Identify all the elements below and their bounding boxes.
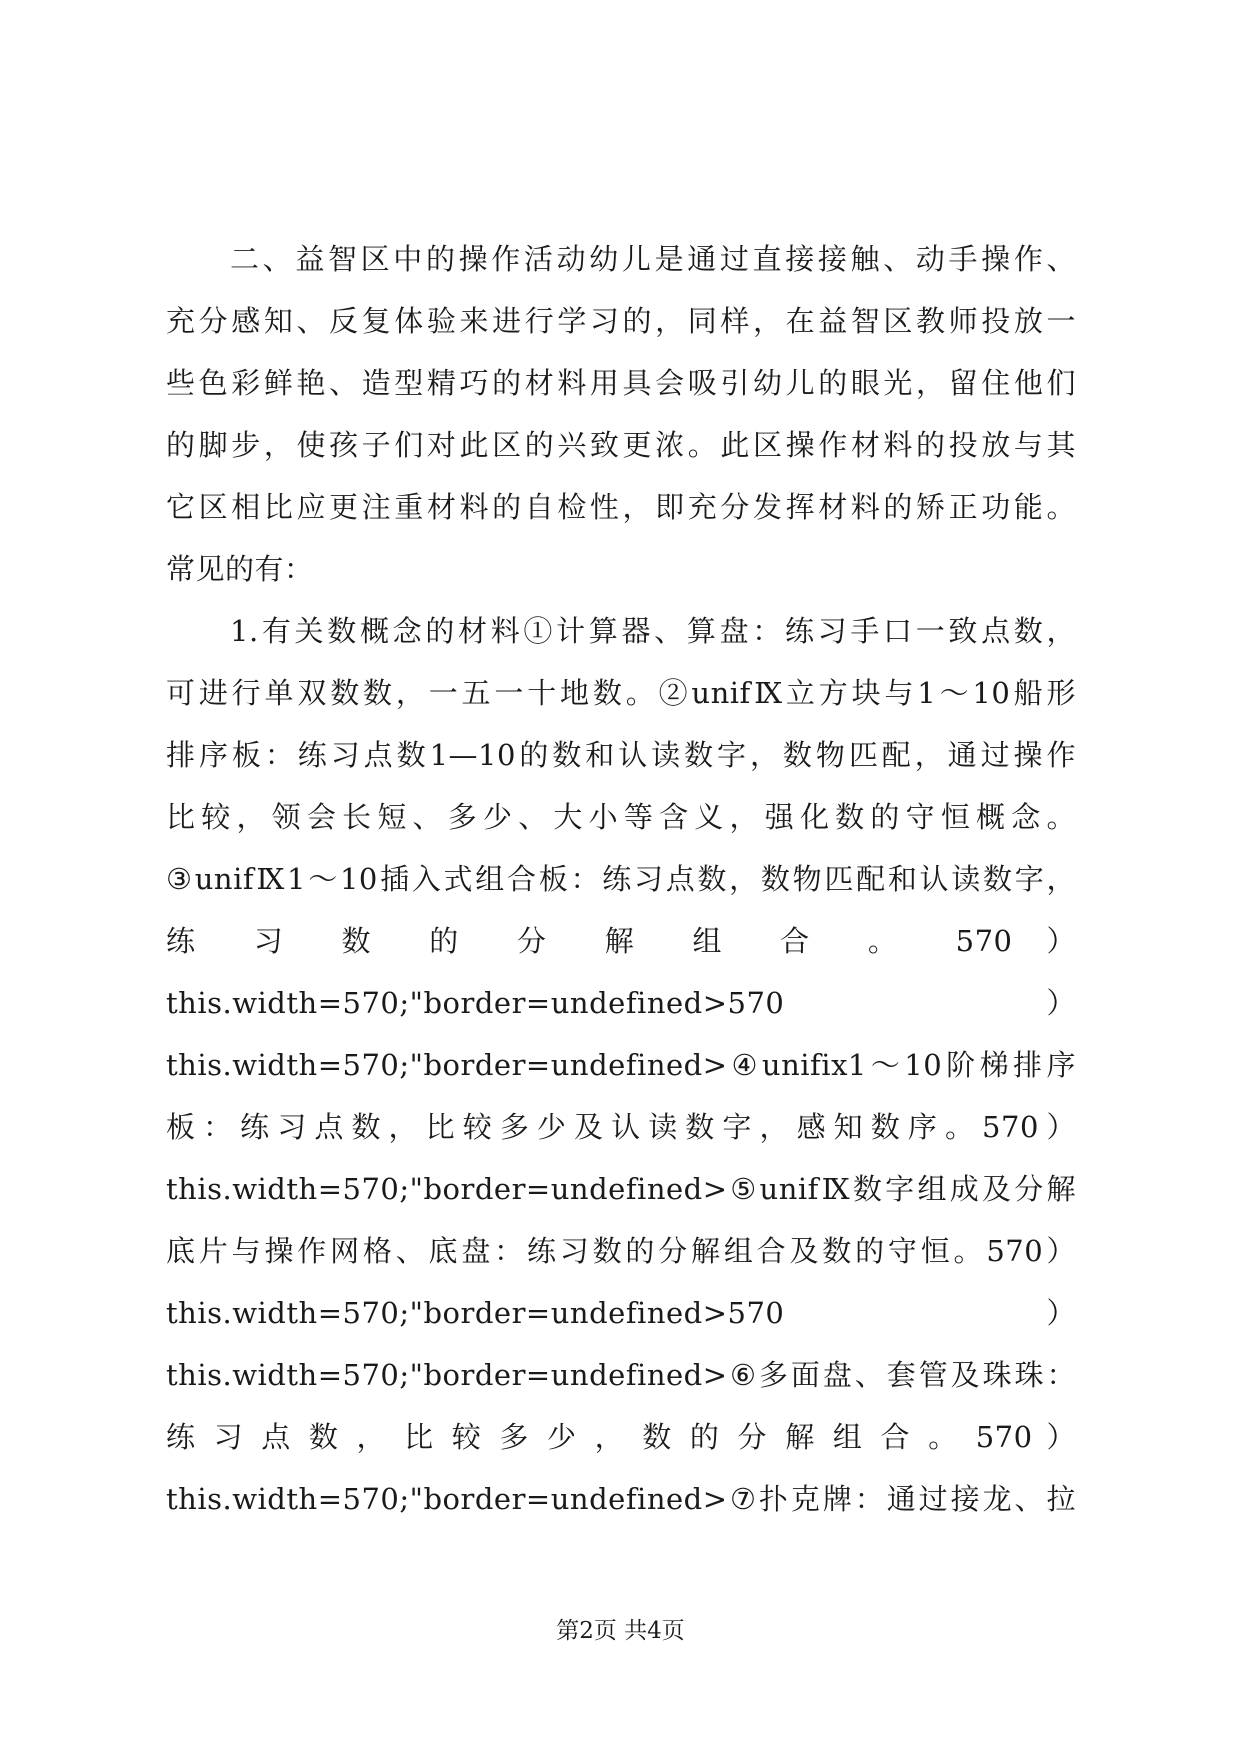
text-line: 排序板：练习点数1—10的数和认读数字，数物匹配，通过操作 — [166, 738, 1076, 772]
text-line: 它区相比应更注重材料的自检性，即充分发挥材料的矫正功能。 — [166, 490, 1076, 524]
text-line: 常见的有： — [166, 552, 314, 586]
text-line: this.width=570;"border=undefined>570 ） — [166, 986, 1076, 1020]
text-line: this.width=570;"border=undefined>570 ） — [166, 1296, 1076, 1330]
body-text — [166, 228, 1076, 1530]
text-line: this.width=570;"border=undefined>⑦扑克牌：通过接龙、拉 — [166, 1482, 1076, 1516]
text-line: this.width=570;"border=undefined>⑤unifⅨ数字组成及分解 — [166, 1172, 1076, 1206]
text-line: ③unifⅨ1～10插入式组合板：练习点数，数物匹配和认读数字， — [166, 862, 1076, 896]
text-line: this.width=570;"border=undefined>④unifix1～10阶梯排序 — [166, 1048, 1076, 1082]
text-line: 板：练习点数，比较多少及认读数字，感知数序。570） — [166, 1110, 1076, 1144]
text-line: 1.有关数概念的材料①计算器、算盘：练习手口一致点数， — [230, 614, 1076, 648]
text-line: 充分感知、反复体验来进行学习的，同样，在益智区教师投放一 — [166, 304, 1076, 338]
text-line: 比较，领会长短、多少、大小等含义，强化数的守恒概念。 — [166, 800, 1076, 834]
text-line: 的脚步，使孩子们对此区的兴致更浓。此区操作材料的投放与其 — [166, 428, 1076, 462]
text-line: 二、益智区中的操作活动幼儿是通过直接接触、动手操作、 — [230, 242, 1076, 276]
page-number-footer: 第2页 共4页 — [556, 1618, 685, 1644]
text-line: 底片与操作网格、底盘：练习数的分解组合及数的守恒。570） — [166, 1234, 1076, 1268]
text-line: 练 习 点 数 ， 比 较 多 少 ， 数 的 分 解 组 合 。 570 ） — [166, 1420, 1076, 1454]
text-line: 练 习 数 的 分 解 组 合 。 570 ） — [166, 924, 1076, 958]
text-line: this.width=570;"border=undefined>⑥多面盘、套管及珠珠： — [166, 1358, 1076, 1392]
text-line: 可进行单双数数，一五一十地数。②unifⅨ立方块与1～10船形 — [166, 676, 1076, 710]
text-line: 些色彩鲜艳、造型精巧的材料用具会吸引幼儿的眼光，留住他们 — [166, 366, 1076, 400]
